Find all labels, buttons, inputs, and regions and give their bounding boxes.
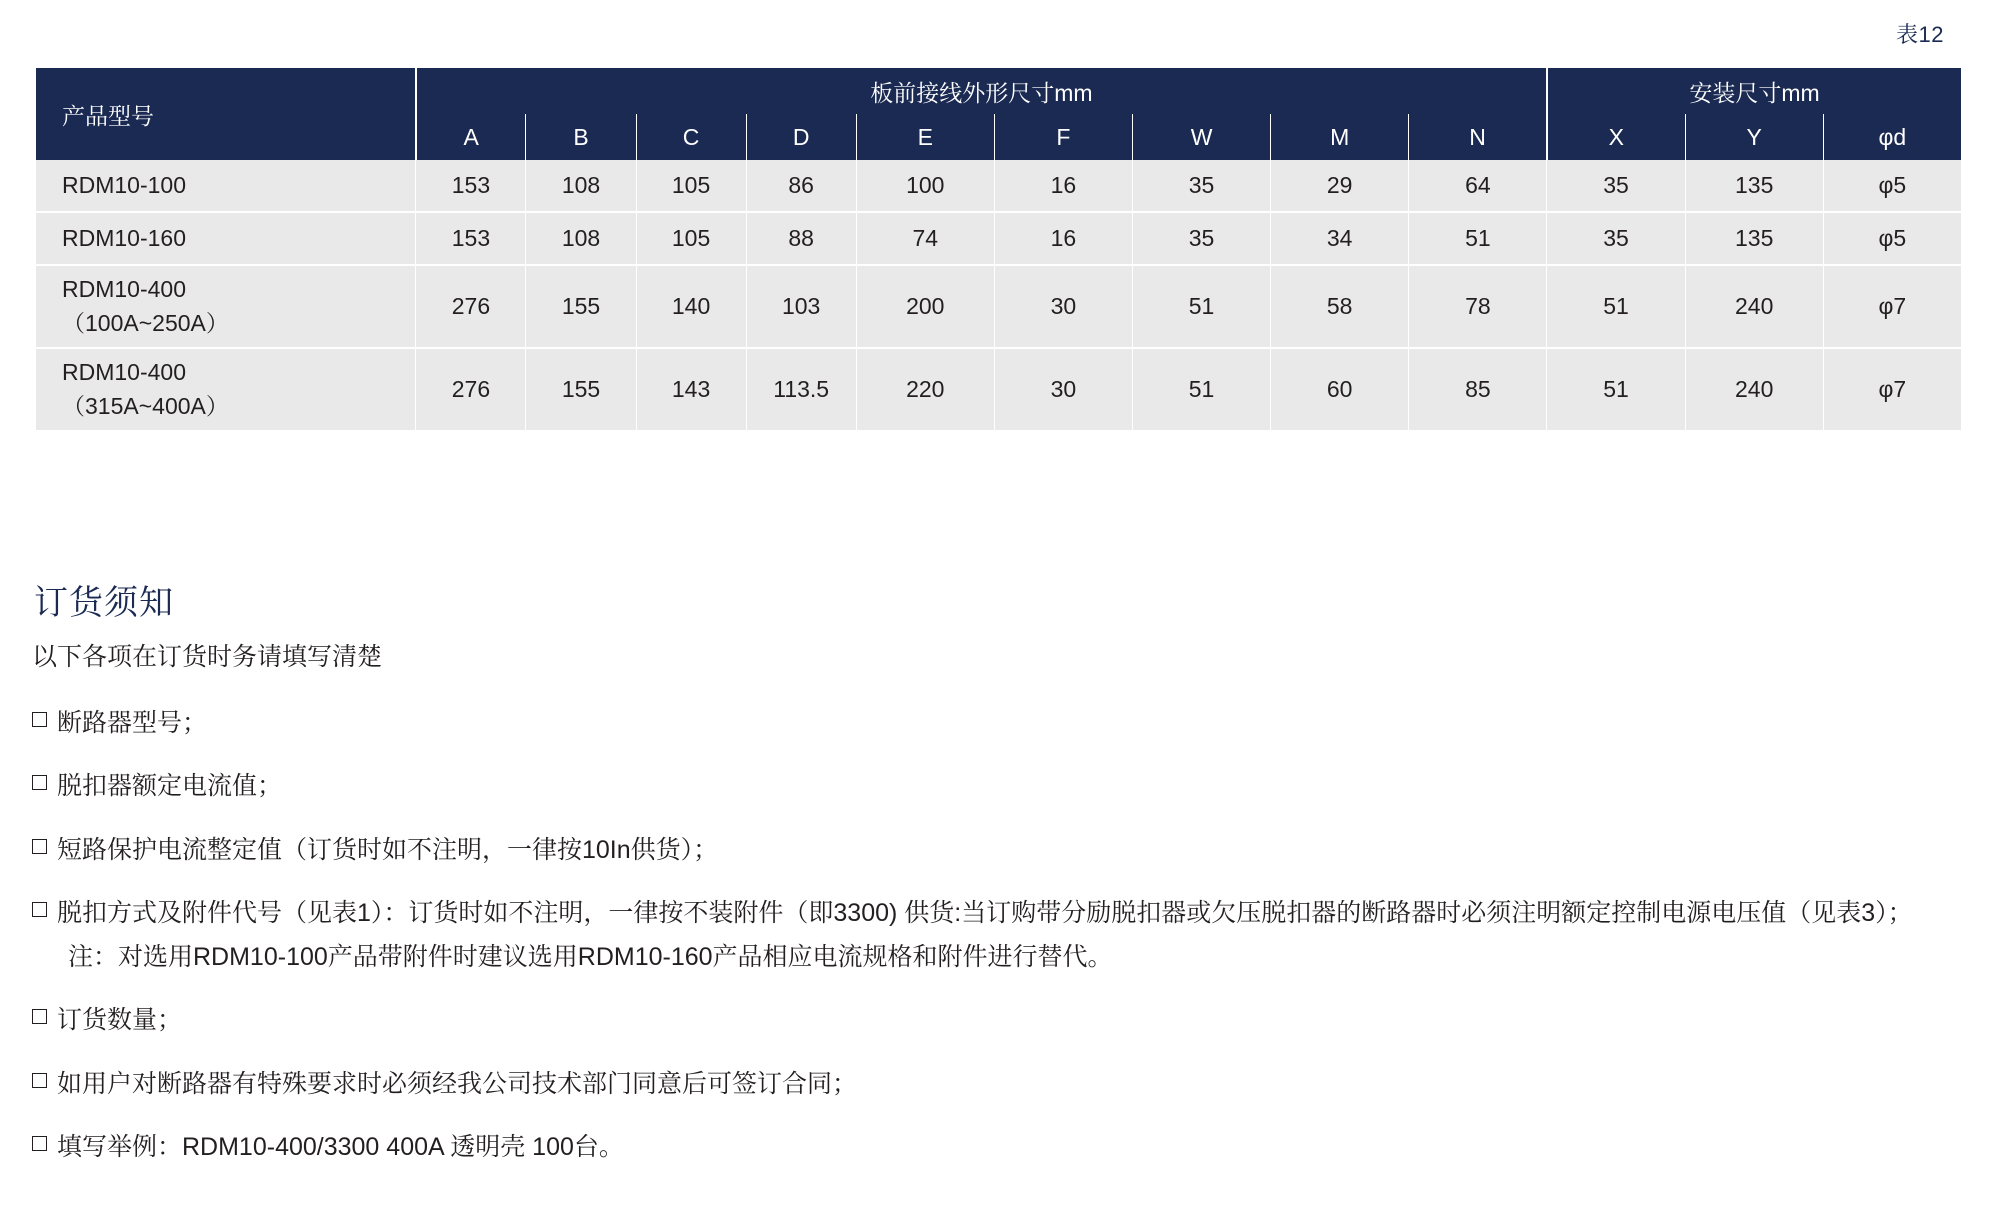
- model-line-2: （315A~400A）: [62, 392, 229, 419]
- cell-n: 64: [1409, 160, 1547, 212]
- model-line-1: RDM10-160: [62, 224, 186, 251]
- header-model: 产品型号: [36, 68, 416, 160]
- cell-b: 155: [526, 265, 636, 348]
- cell-y: 135: [1685, 212, 1823, 265]
- header-col-x: X: [1547, 114, 1685, 160]
- header-col-m: M: [1271, 114, 1409, 160]
- table-body: [36, 160, 1962, 431]
- header-col-w: W: [1132, 114, 1270, 160]
- list-item-sub-note: 注：对选用RDM10-100产品带附件时建议选用RDM10-160产品相应电流规格和附件进行替代。: [68, 942, 1113, 971]
- cell-a: 276: [416, 348, 526, 431]
- cell-f: 30: [994, 265, 1132, 348]
- list-item-label: 订货数量；: [57, 1006, 183, 1034]
- cell-w: 51: [1132, 265, 1270, 348]
- list-item: [32, 1003, 1968, 1039]
- checkbox-icon: [32, 1073, 47, 1088]
- checkbox-icon: [32, 1136, 47, 1151]
- list-item: [32, 1067, 1968, 1103]
- cell-f: 16: [994, 160, 1132, 212]
- cell-n: 51: [1409, 212, 1547, 265]
- checkbox-icon: [32, 775, 47, 790]
- header-col-y: Y: [1685, 114, 1823, 160]
- model-line-2: （100A~250A）: [62, 309, 229, 336]
- list-item-label: 脱扣方式及附件代号（见表1）：订货时如不注明，一律按不装附件（即3300) 供货:当订购带分励脱扣器或欠压脱扣器的断路器时必须注明额定控制电源电压值（见表3）；: [57, 899, 1913, 927]
- header-col-n: N: [1409, 114, 1547, 160]
- cell-phid: φ7: [1823, 348, 1961, 431]
- cell-c: 140: [636, 265, 746, 348]
- cell-w: 51: [1132, 348, 1270, 431]
- table-row: [36, 348, 1962, 431]
- cell-y: 240: [1685, 265, 1823, 348]
- page-title: 订货须知: [34, 584, 174, 622]
- cell-model: [36, 265, 416, 348]
- header-col-c: C: [636, 114, 746, 160]
- cell-n: 78: [1409, 265, 1547, 348]
- cell-m: 29: [1271, 160, 1409, 212]
- cell-a: 153: [416, 212, 526, 265]
- checkbox-icon: [32, 712, 47, 727]
- header-col-f: F: [994, 114, 1132, 160]
- table-row: [36, 160, 1962, 212]
- cell-f: 30: [994, 348, 1132, 431]
- cell-e: 74: [856, 212, 994, 265]
- checkbox-icon: [32, 902, 47, 917]
- cell-y: 240: [1685, 348, 1823, 431]
- cell-phid: φ7: [1823, 265, 1961, 348]
- list-item-label: 填写举例：RDM10-400/3300 400A 透明壳 100台。: [57, 1133, 624, 1161]
- cell-e: 100: [856, 160, 994, 212]
- cell-m: 60: [1271, 348, 1409, 431]
- cell-y: 135: [1685, 160, 1823, 212]
- model-line-1: RDM10-400: [62, 276, 186, 303]
- cell-c: 105: [636, 212, 746, 265]
- model-line-1: RDM10-400: [62, 359, 186, 386]
- cell-model: [36, 212, 416, 265]
- cell-e: 220: [856, 348, 994, 431]
- table-header: [36, 68, 1962, 160]
- order-notes-lead: 以下各项在订货时务请填写清楚: [32, 643, 383, 671]
- header-group-mounting: 安装尺寸mm: [1547, 68, 1962, 114]
- list-item: [32, 833, 1968, 869]
- header-col-a: A: [416, 114, 526, 160]
- list-item: [32, 1130, 1968, 1166]
- cell-c: 143: [636, 348, 746, 431]
- list-item-label: 如用户对断路器有特殊要求时必须经我公司技术部门同意后可签订合同；: [57, 1069, 858, 1098]
- model-line-1: RDM10-100: [62, 171, 186, 198]
- cell-n: 85: [1409, 348, 1547, 431]
- header-col-phid: φd: [1823, 114, 1961, 160]
- list-item: [32, 769, 1968, 805]
- cell-x: 35: [1547, 160, 1685, 212]
- cell-d: 88: [746, 212, 856, 265]
- spec-table-container: [36, 68, 1962, 432]
- table-row: [36, 212, 1962, 265]
- cell-a: 153: [416, 160, 526, 212]
- cell-model: [36, 160, 416, 212]
- cell-m: 58: [1271, 265, 1409, 348]
- cell-a: 276: [416, 265, 526, 348]
- list-item-label: 脱扣器额定电流值；: [57, 772, 283, 800]
- cell-f: 16: [994, 212, 1132, 265]
- list-item-label: 断路器型号；: [57, 708, 208, 737]
- cell-w: 35: [1132, 160, 1270, 212]
- cell-model: [36, 348, 416, 431]
- header-col-d: D: [746, 114, 856, 160]
- cell-x: 51: [1547, 265, 1685, 348]
- cell-phid: φ5: [1823, 212, 1961, 265]
- order-notes: [32, 640, 1968, 1194]
- table-caption: 表12: [1896, 22, 1944, 47]
- checkbox-icon: [32, 1009, 47, 1024]
- header-row-groups: [36, 68, 1962, 114]
- cell-x: 51: [1547, 348, 1685, 431]
- header-col-b: B: [526, 114, 636, 160]
- cell-e: 200: [856, 265, 994, 348]
- header-col-e: E: [856, 114, 994, 160]
- cell-m: 34: [1271, 212, 1409, 265]
- cell-x: 35: [1547, 212, 1685, 265]
- cell-w: 35: [1132, 212, 1270, 265]
- cell-c: 105: [636, 160, 746, 212]
- cell-b: 108: [526, 212, 636, 265]
- list-item-block: [32, 896, 1968, 932]
- cell-phid: φ5: [1823, 160, 1961, 212]
- list-item-label: 短路保护电流整定值（订货时如不注明，一律按10In供货）；: [57, 835, 719, 864]
- list-item: [32, 896, 1968, 975]
- list-item: [32, 706, 1968, 742]
- cell-d: 113.5: [746, 348, 856, 431]
- cell-d: 86: [746, 160, 856, 212]
- header-group-front-wiring: 板前接线外形尺寸mm: [416, 68, 1547, 114]
- checkbox-icon: [32, 839, 47, 854]
- table-row: [36, 265, 1962, 348]
- cell-d: 103: [746, 265, 856, 348]
- cell-b: 155: [526, 348, 636, 431]
- cell-b: 108: [526, 160, 636, 212]
- spec-table: [36, 68, 1962, 432]
